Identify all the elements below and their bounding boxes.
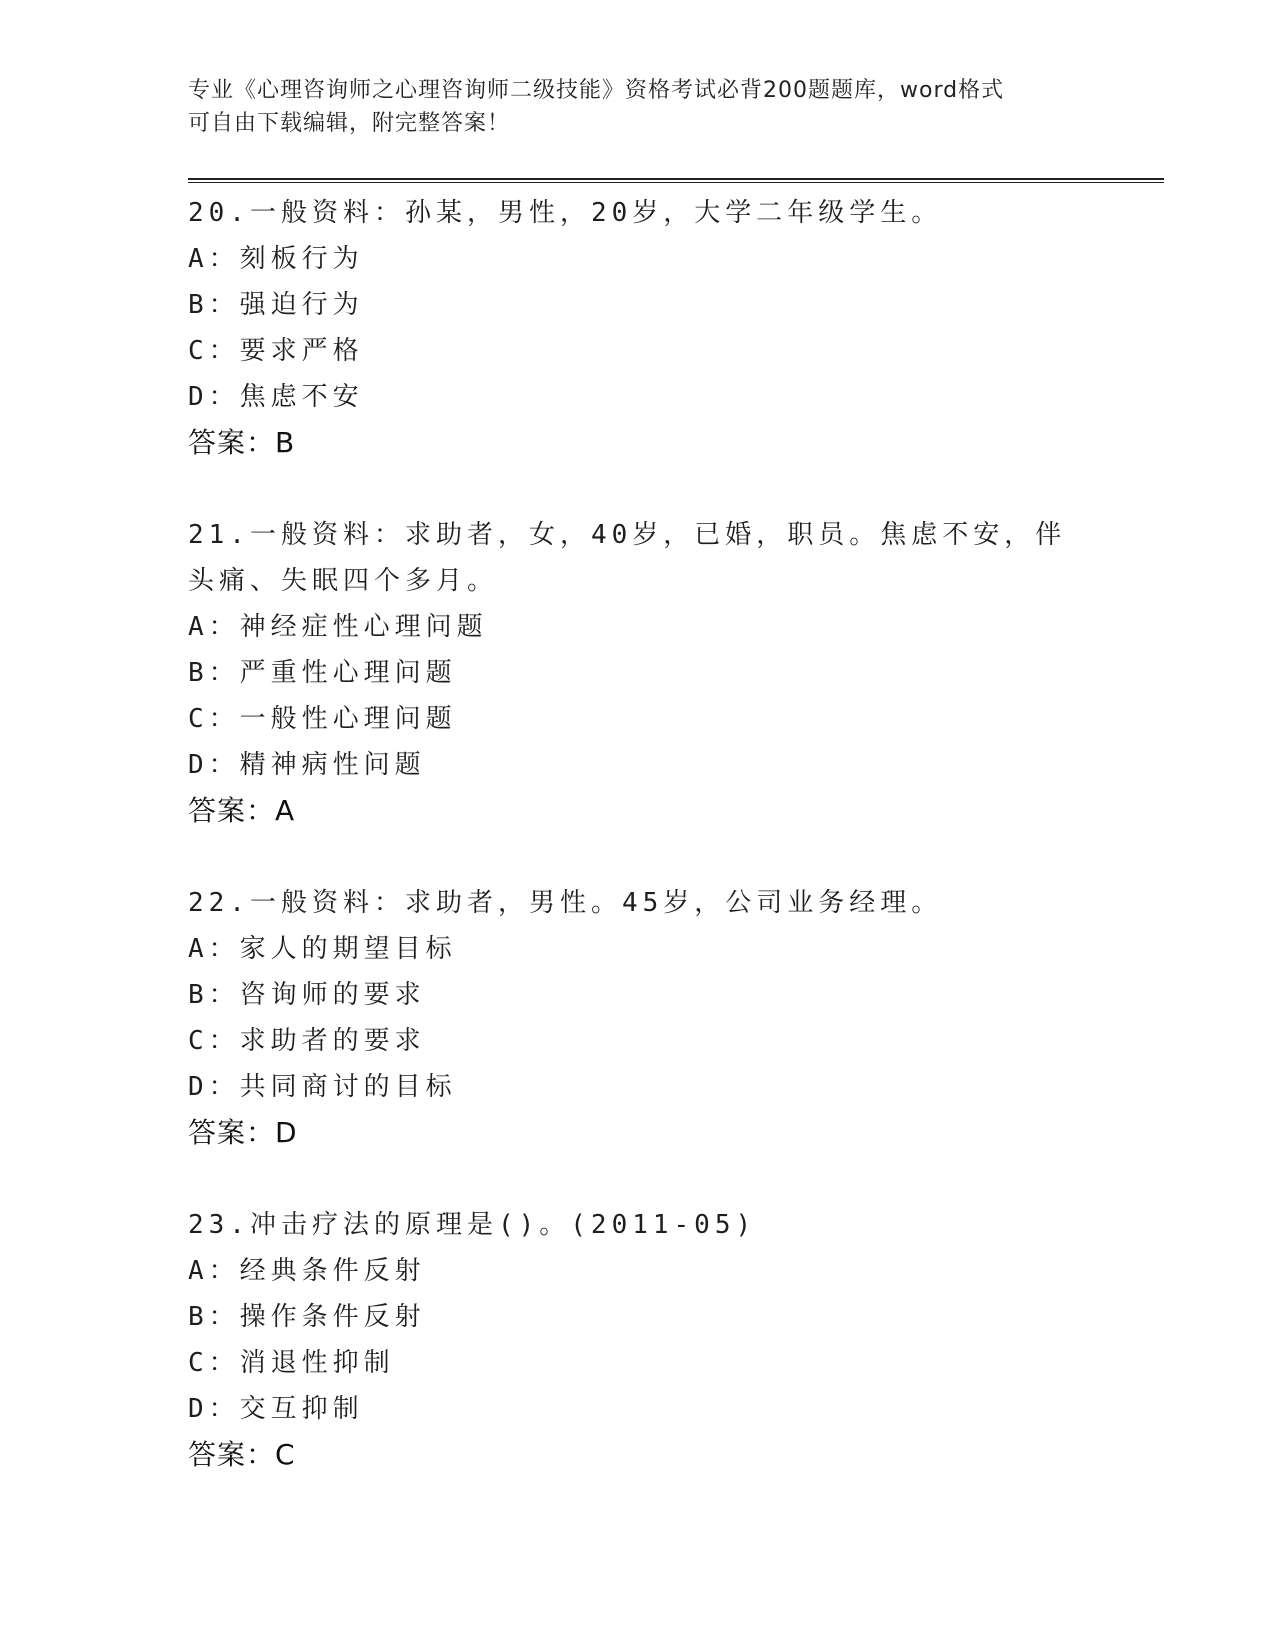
answer-line: 答案：C bbox=[188, 1438, 296, 1471]
question-23 bbox=[188, 1202, 1168, 1478]
option-d: D：共同商讨的目标 bbox=[188, 1072, 457, 1102]
answer-line: 答案：B bbox=[188, 426, 296, 459]
option-a: A：经典条件反射 bbox=[188, 1256, 426, 1286]
answer-line: 答案：D bbox=[188, 1116, 298, 1149]
option-b: B：严重性心理问题 bbox=[188, 658, 457, 688]
question-20 bbox=[188, 190, 1168, 466]
header-line-2: 可自由下载编辑，附完整答案！ bbox=[188, 111, 511, 136]
question-22 bbox=[188, 880, 1168, 1156]
header-divider bbox=[188, 178, 1164, 183]
question-stem: 20.一般资料：孙某，男性，20岁，大学二年级学生。 bbox=[188, 198, 943, 228]
option-d: D：精神病性问题 bbox=[188, 750, 426, 780]
option-d: D：焦虑不安 bbox=[188, 382, 364, 412]
option-b: B：强迫行为 bbox=[188, 290, 364, 320]
question-stem: 21.一般资料：求助者，女，40岁，已婚，职员。焦虑不安，伴头痛、失眠四个多月。 bbox=[188, 520, 1067, 596]
document-header bbox=[188, 74, 1088, 140]
option-b: B：操作条件反射 bbox=[188, 1302, 426, 1332]
option-a: A：神经症性心理问题 bbox=[188, 612, 488, 642]
question-21 bbox=[188, 512, 1168, 834]
option-b: B：咨询师的要求 bbox=[188, 980, 426, 1010]
option-c: C：要求严格 bbox=[188, 336, 364, 366]
option-d: D：交互抑制 bbox=[188, 1394, 364, 1424]
question-list bbox=[188, 190, 1168, 1524]
option-c: C：消退性抑制 bbox=[188, 1348, 395, 1378]
question-stem: 22.一般资料：求助者，男性。45岁，公司业务经理。 bbox=[188, 888, 943, 918]
option-c: C：求助者的要求 bbox=[188, 1026, 426, 1056]
option-a: A：家人的期望目标 bbox=[188, 934, 457, 964]
header-line-1: 专业《心理咨询师之心理咨询师二级技能》资格考试必背200题题库，word格式 bbox=[188, 78, 1005, 103]
question-stem: 23.冲击疗法的原理是()。(2011-05) bbox=[188, 1210, 757, 1240]
answer-line: 答案：A bbox=[188, 794, 296, 827]
option-a: A：刻板行为 bbox=[188, 244, 364, 274]
option-c: C：一般性心理问题 bbox=[188, 704, 457, 734]
